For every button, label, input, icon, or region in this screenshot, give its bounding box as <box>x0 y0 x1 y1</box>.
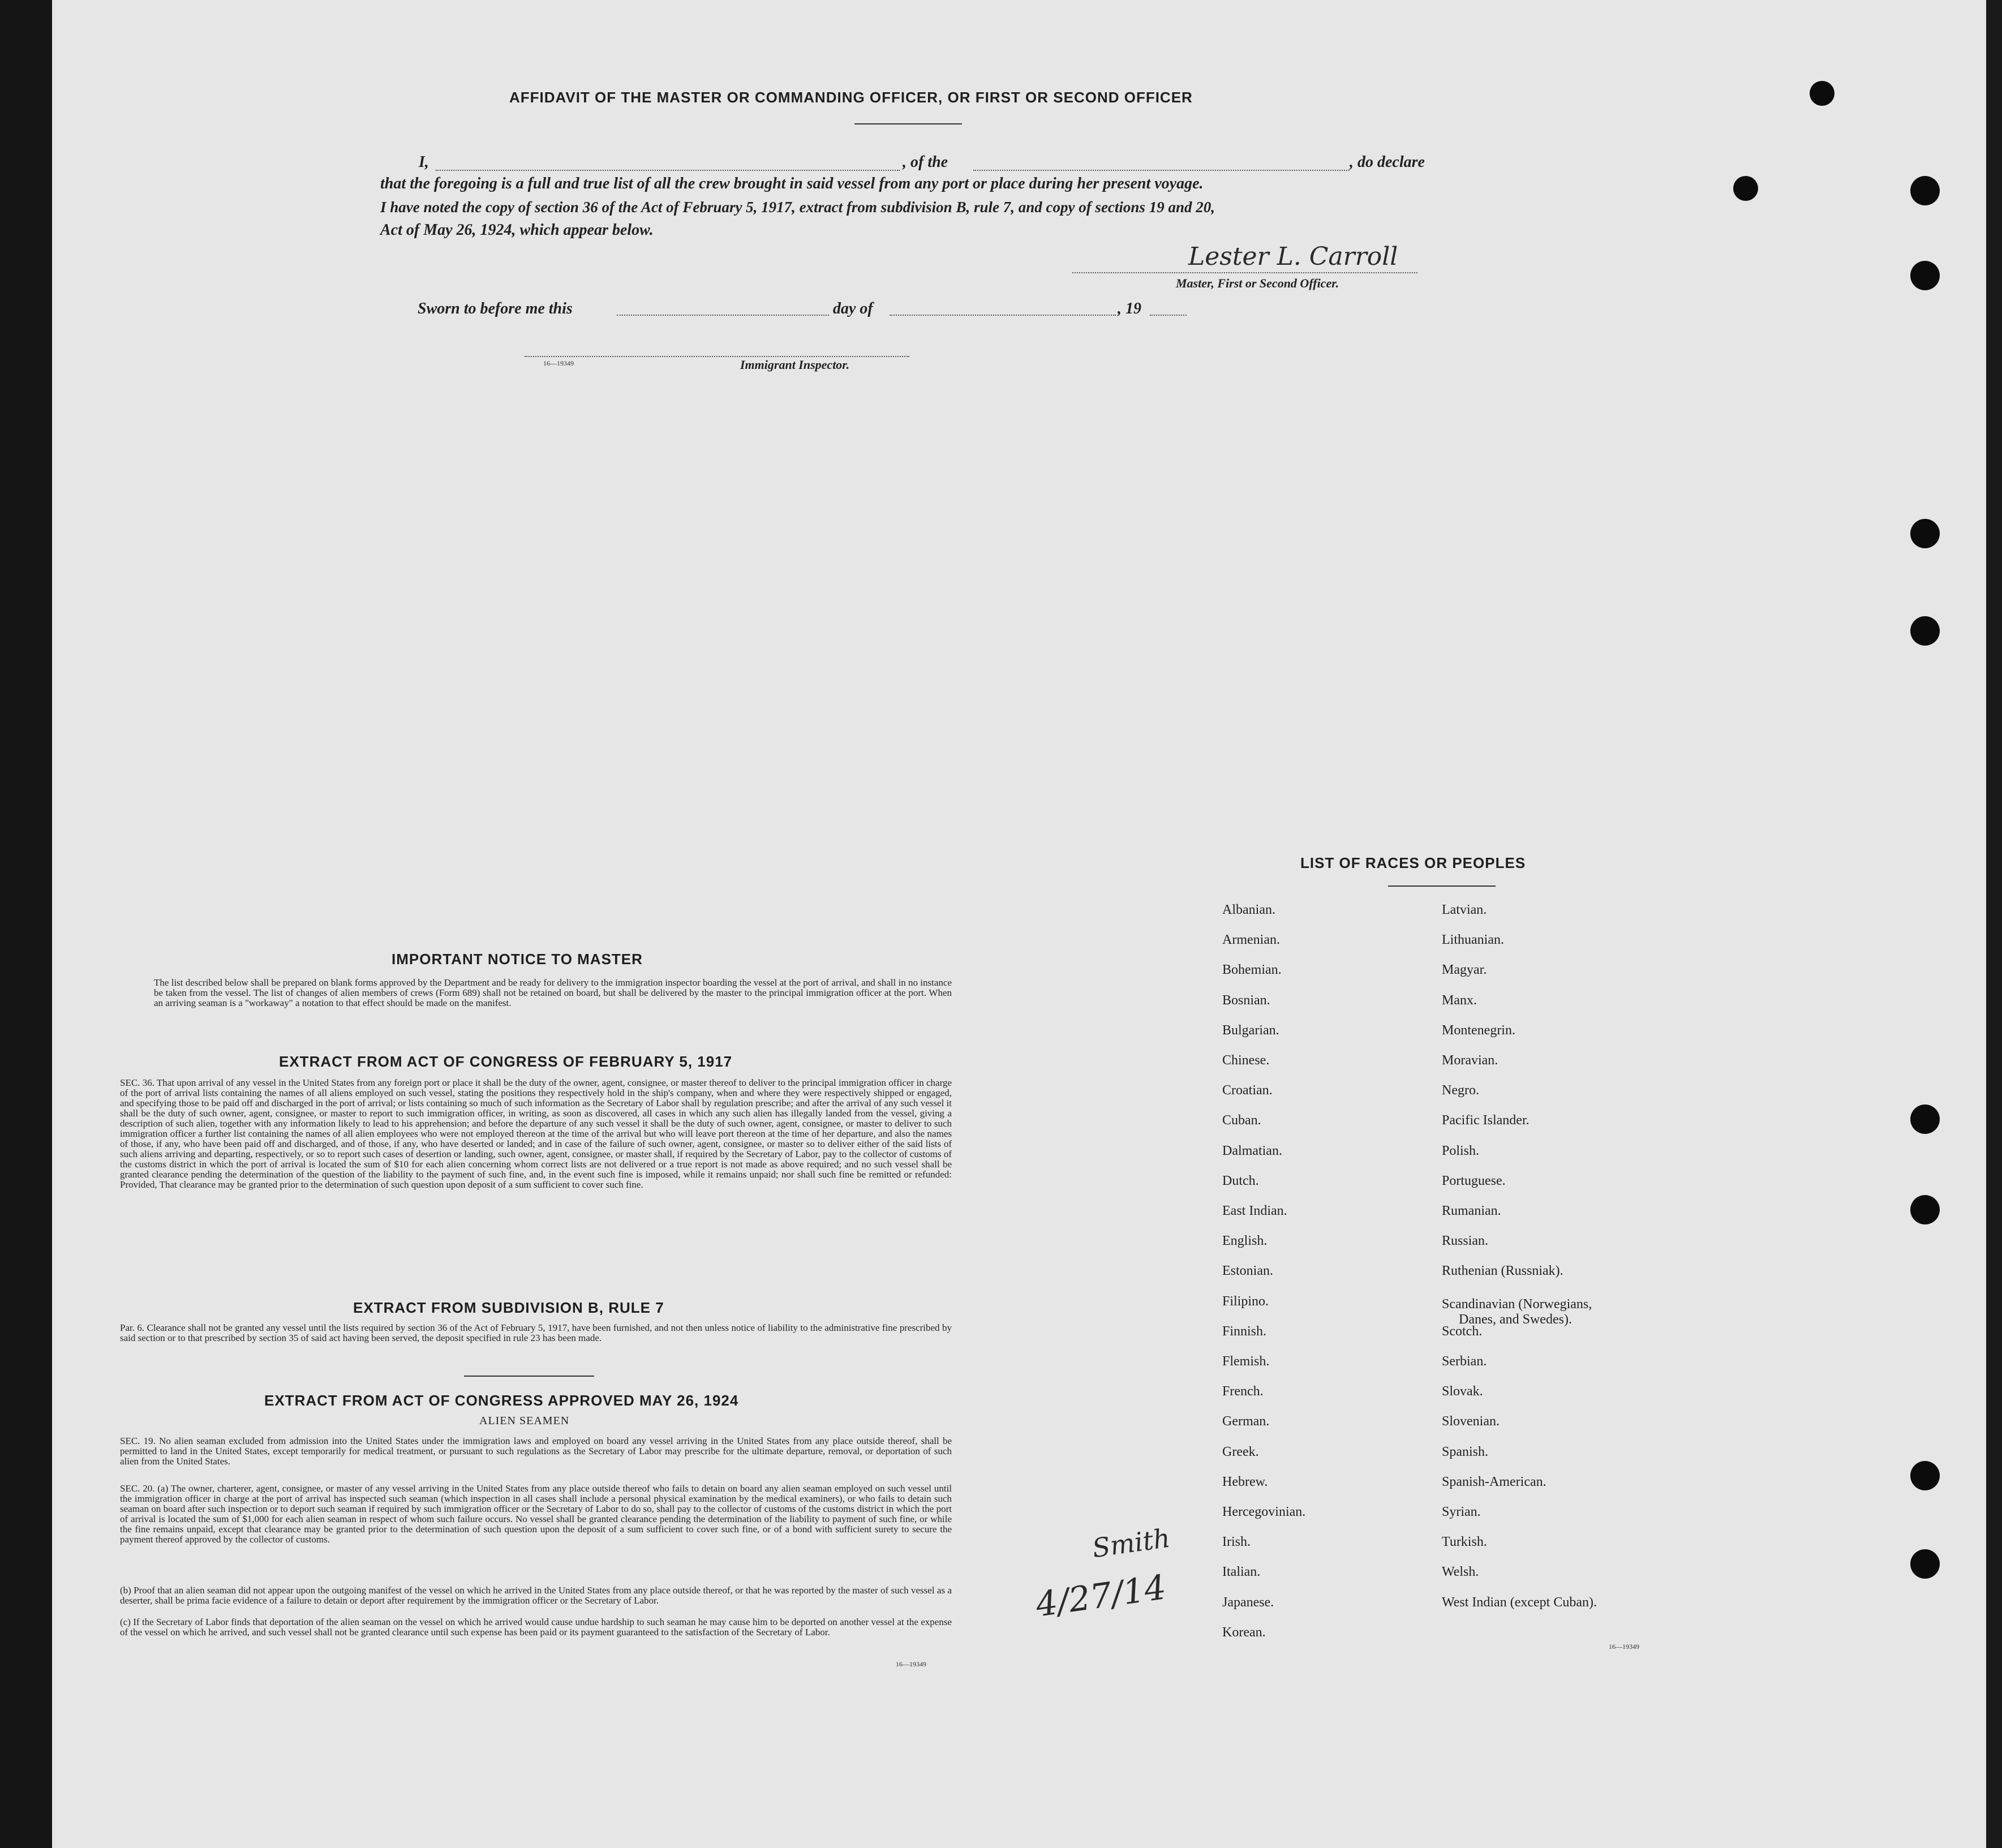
race-item: Pacific Islander. <box>1442 1113 1530 1128</box>
affidavit-line1-prefix: I, <box>419 153 429 171</box>
punch-hole <box>1910 261 1940 290</box>
race-item: Italian. <box>1222 1565 1261 1580</box>
extract-1917-text: SEC. 36. That upon arrival of any vessel in the United States from any foreign port or place it shall be the duty of the owner, agent, consignee, or master thereof to deliver to the principal immigration officer in charge of the port of arrival lists containing the names of all aliens employed on such vessel, stating the positions they respectively hold in the ship's company, when and where they were respectively shipped or engaged, and specifying those to be paid off and discharged in the port of arrival; or lists containing so much of such information as the Secretary of Labor shall by regulation prescribe; and after the arrival of any such vessel it shall be the duty of such owner, agent, consignee, or master to report to such immigration officer, in writing, as soon as discovered, all cases in which any such alien has illegally landed from the vessel, giving a description of such alien, together with any information likely to lead to his apprehension; and before the departure of any such vessel it shall be the duty of such owner, agent, consignee, or master to deliver to such immigration officer a further list containing the names of all alien employees who were not employed thereon at the time of the arrival but who will leave port thereon at the time of her departure, and also the names of those, if any, who have been paid off and discharged, and of those, if any, who have deserted or landed; and in case of the failure of such owner, agent, consignee, or master so to deliver either of the said lists of such aliens arriving and departing, respectively, or so to report such cases of desertion or landing, such owner, agent, consignee, or master shall, if required by the Secretary of Labor, pay to the collector of customs of the customs district in which the port of arrival is located the sum of $10 for each alien concerning whom correct lists are not delivered or a true report is not made as above required; and no such vessel shall be granted clearance pending the determination of the question of the liability to the payment of such fine, and, in the event such fine is imposed, while it remains unpaid; nor shall such fine be remitted or refunded: Provided, That clearance may be granted prior to the determination of such question upon deposit of a sum sufficient to cover such fine. <box>120 1077 952 1190</box>
race-item: Serbian. <box>1442 1354 1487 1369</box>
races-underline <box>1388 886 1496 887</box>
race-item: Irish. <box>1222 1535 1251 1550</box>
sworn-year-blank[interactable] <box>1150 315 1187 316</box>
notice-text: The list described below shall be prepared on blank forms approved by the Department and be ready for delivery to the immigration inspector boarding the vessel at the port of arrival, and shall in no instance be taken from the vessel. The list of changes of alien members of crews (Form 689) shall not be retained on board, but shall be delivered by the master to the principal immigration officer at the port. When an arriving seaman is a "workaway" a notation to that effect should be made on the manifest. <box>154 977 952 1008</box>
signature-line <box>1072 272 1417 273</box>
race-item: Slovak. <box>1442 1384 1483 1399</box>
punch-hole <box>1910 1104 1940 1134</box>
race-item: Welsh. <box>1442 1565 1479 1580</box>
race-item: Albanian. <box>1222 902 1275 917</box>
sworn-prefix: Sworn to before me this <box>418 300 573 317</box>
race-item: Manx. <box>1442 992 1477 1008</box>
affidavit-line3: I have noted the copy of section 36 of the Act of February 5, 1917, extract from subdivision B, rule 7, and copy of sections 19 and 20, <box>380 199 1215 216</box>
sworn-day-blank[interactable] <box>617 315 829 316</box>
race-item: Bulgarian. <box>1222 1022 1279 1038</box>
race-item: Dutch. <box>1222 1173 1259 1188</box>
race-item: Negro. <box>1442 1083 1479 1098</box>
race-item: Lithuanian. <box>1442 932 1504 948</box>
race-item: Slovenian. <box>1442 1414 1500 1429</box>
sworn-year: , 19 <box>1118 300 1141 317</box>
race-item: Scandinavian (Norwegians, <box>1442 1296 1592 1312</box>
race-item: Japanese. <box>1222 1595 1274 1610</box>
sworn-day: day of <box>833 300 873 317</box>
race-item: Hebrew. <box>1222 1474 1268 1489</box>
race-item: Turkish. <box>1442 1535 1487 1550</box>
race-item: Danes, and Swedes). <box>1459 1312 1572 1327</box>
race-item: Scotch. <box>1442 1323 1483 1339</box>
race-item: Spanish. <box>1442 1444 1489 1459</box>
race-item: Estonian. <box>1222 1263 1273 1279</box>
race-item: West Indian (except Cuban). <box>1442 1595 1597 1610</box>
race-item: Flemish. <box>1222 1354 1270 1369</box>
race-item: Hercegovinian. <box>1222 1505 1306 1519</box>
extract-1917-title: EXTRACT FROM ACT OF CONGRESS OF FEBRUARY 5, 1917 <box>279 1053 733 1070</box>
race-item: German. <box>1222 1414 1270 1429</box>
race-item: Bohemian. <box>1222 962 1282 978</box>
races-form-number: 16—19349 <box>1609 1643 1639 1651</box>
name-blank[interactable] <box>436 170 900 171</box>
race-item: Korean. <box>1222 1624 1266 1640</box>
race-item: Russian. <box>1442 1234 1489 1249</box>
race-item: Chinese. <box>1222 1053 1270 1068</box>
extract-form-number: 16—19349 <box>896 1660 926 1668</box>
signature-caption: Master, First or Second Officer. <box>1176 276 1339 290</box>
races-title: LIST OF RACES OR PEOPLES <box>1300 854 1526 871</box>
race-item: Croatian. <box>1222 1083 1273 1098</box>
race-item: Greek. <box>1222 1444 1259 1459</box>
scan-left-edge <box>0 0 52 1848</box>
race-item: Polish. <box>1442 1143 1480 1158</box>
affidavit-line2: that the foregoing is a full and true list of all the crew brought in said vessel from any port or place during her present voyage. <box>380 175 1204 192</box>
race-item: Finnish. <box>1222 1323 1267 1339</box>
affidavit-title: AFFIDAVIT OF THE MASTER OR COMMANDING OFFICER, OR FIRST OR SECOND OFFICER <box>509 89 1193 106</box>
extract-1924-title: EXTRACT FROM ACT OF CONGRESS APPROVED MAY 26, 1924 <box>264 1392 739 1409</box>
handwritten-note-2: Smith <box>1090 1522 1172 1564</box>
race-item: Spanish-American. <box>1442 1474 1546 1489</box>
race-item: Cuban. <box>1222 1113 1261 1128</box>
inspector-caption: Immigrant Inspector. <box>740 358 850 372</box>
document-sheet <box>52 0 1986 1848</box>
master-signature: Lester L. Carroll <box>1188 242 1398 271</box>
affidavit-form-number: 16—19349 <box>543 359 574 367</box>
race-item: Armenian. <box>1222 932 1280 948</box>
punch-hole <box>1910 1195 1940 1224</box>
extract-1924-sec20c: (c) If the Secretary of Labor finds that deportation of the alien seaman on the vessel on which he arrived would cause undue hardship to such seaman he may cause him to be deported on another vessel at the expense of the vessel on which he arrived, and such vessel shall not be granted clearance until such expense has been paid or its payment guaranteed to the satisfaction of the Secretary of Labor. <box>120 1617 952 1638</box>
punch-hole <box>1810 81 1835 106</box>
race-item: Syrian. <box>1442 1505 1481 1519</box>
alien-seamen-subtitle: ALIEN SEAMEN <box>479 1415 570 1427</box>
race-item: Magyar. <box>1442 962 1487 978</box>
affidavit-line1-mid: , of the <box>903 153 948 171</box>
punch-hole <box>1910 519 1940 548</box>
punch-hole <box>1910 1461 1940 1490</box>
punch-hole <box>1733 176 1758 201</box>
extract-1924-sec20b: (b) Proof that an alien seaman did not appear upon the outgoing manifest of the vessel on which he arrived in the United States from any place outside thereof, or that he was reported by the master of such vessel as a deserter, shall be prima facie evidence of a failure to detain or deport after requirement by the immigration officer or the Secretary of Labor. <box>120 1585 952 1606</box>
vessel-blank[interactable] <box>973 170 1350 171</box>
punch-hole <box>1910 176 1940 205</box>
race-item: Moravian. <box>1442 1053 1498 1068</box>
inspector-signature-line <box>525 356 909 357</box>
race-item: East Indian. <box>1222 1204 1287 1218</box>
punch-hole <box>1910 1549 1940 1579</box>
affidavit-line4: Act of May 26, 1924, which appear below. <box>380 221 654 239</box>
sworn-month-blank[interactable] <box>890 315 1116 316</box>
rule7-text: Par. 6. Clearance shall not be granted any vessel until the lists required by section 36 of the Act of February 5, 1917, have been furnished, and not then unless notice of liability to the administrative fine prescribed by said section or to that prescribed by section 35 of said act having been served, the deposit specified in rule 23 has been made. <box>120 1322 952 1343</box>
race-item: English. <box>1222 1234 1268 1249</box>
title-underline <box>854 123 962 124</box>
rule7-title: EXTRACT FROM SUBDIVISION B, RULE 7 <box>353 1299 664 1316</box>
race-item: Rumanian. <box>1442 1204 1501 1218</box>
notice-title: IMPORTANT NOTICE TO MASTER <box>392 951 643 968</box>
punch-hole <box>1910 616 1940 646</box>
rule7-divider <box>464 1376 594 1377</box>
extract-1924-sec20a: SEC. 20. (a) The owner, charterer, agent, consignee, or master of any vessel arriving in the United States from any place outside thereof who fails to detain on board any alien seaman employed on such vessel until the immigration officer in charge at the port of arrival has inspected such seaman (which inspection in all cases shall include a personal physical examination by the medical examiners), or who fails to detain such seaman on board after such inspection or to deport such seaman if required by such immigration officer or the Secretary of Labor to do so, shall pay to the collector of customs of the customs district in which the port of arrival is located the sum of $1,000 for each alien seaman in respect of whom such failure occurs. No vessel shall be granted clearance pending the determination of the liability to payment of such fine, or while the fine remains unpaid, except that clearance may be granted prior to the determination of such question upon the deposit of a sum sufficient to cover such fine, or of a bond with sufficient surety to secure the payment thereof approved by the collector of customs. <box>120 1483 952 1545</box>
race-item: Dalmatian. <box>1222 1143 1282 1158</box>
handwritten-note: 4/27/14 <box>1033 1567 1169 1625</box>
race-item: Montenegrin. <box>1442 1022 1515 1038</box>
race-item: Filipino. <box>1222 1293 1269 1309</box>
race-item: Portuguese. <box>1442 1173 1506 1188</box>
race-item: Bosnian. <box>1222 992 1270 1008</box>
race-item: French. <box>1222 1384 1264 1399</box>
extract-1924-sec19: SEC. 19. No alien seaman excluded from admission into the United States under the immigration laws and employed on board any vessel arriving in the United States from any place outside thereof, shall be permitted to land in the United States, except temporarily for medical treatment, or pursuant to such regulations as the Secretary of Labor may prescribe for the ultimate departure, removal, or deportation of such alien from the United States. <box>120 1436 952 1467</box>
affidavit-line1-end: , do declare <box>1350 153 1425 171</box>
race-item: Ruthenian (Russniak). <box>1442 1263 1563 1279</box>
race-item: Latvian. <box>1442 902 1487 917</box>
